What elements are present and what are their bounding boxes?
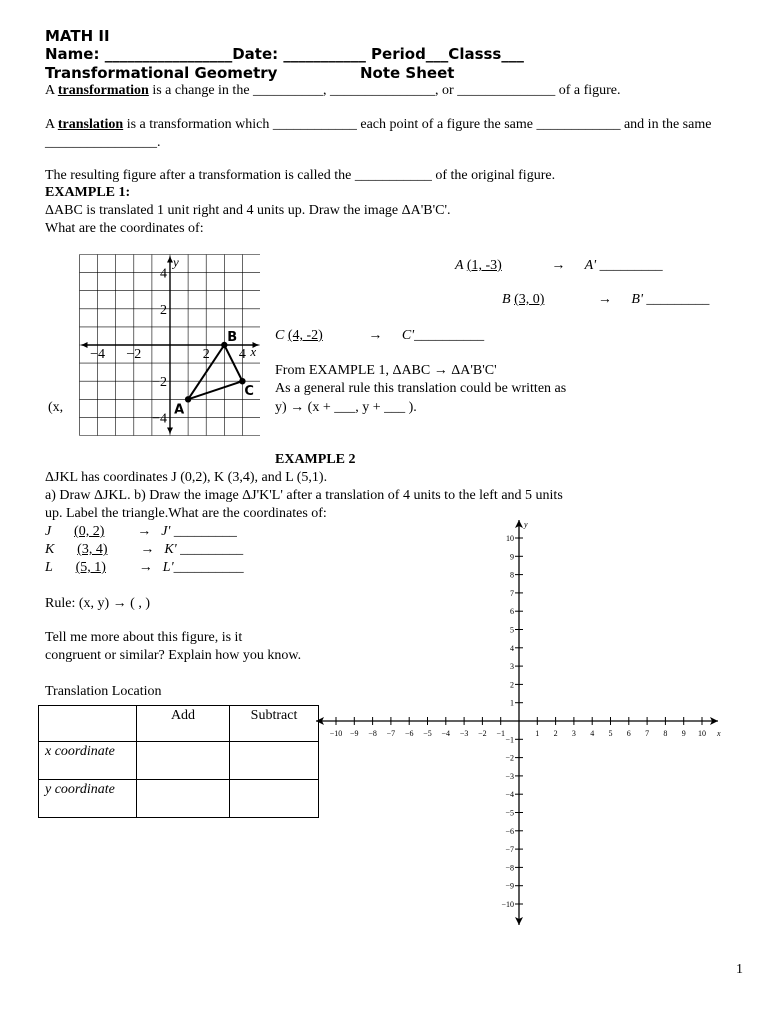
coordinate-plane — [312, 515, 724, 933]
page-title: Transformational Geometry — [45, 64, 278, 82]
point-value: (1, -3) — [466, 258, 502, 273]
example1-grid — [78, 252, 260, 438]
point-label: L — [45, 560, 53, 575]
term: translation — [57, 117, 124, 132]
example1-heading: EXAMPLE 1: — [45, 185, 131, 200]
point-a — [185, 396, 191, 402]
point-value: (3, 0) — [514, 292, 545, 307]
table-cell[interactable] — [230, 742, 319, 780]
coord-b — [502, 292, 709, 308]
x-tick-label: −8 — [368, 729, 377, 738]
point-label-a: A — [174, 402, 185, 418]
point-prime: J' _________ — [161, 524, 237, 539]
table-cell[interactable] — [137, 742, 230, 780]
x-tick-label: −7 — [386, 729, 396, 738]
table-title: Translation Location — [45, 684, 162, 699]
y-tick-label: 5 — [510, 625, 514, 635]
table-header-cell: Add — [137, 706, 230, 742]
y-tick-label: 3 — [510, 662, 514, 672]
text: A — [45, 117, 58, 132]
example1-question: What are the coordinates of: — [45, 221, 204, 236]
table-cell[interactable] — [230, 780, 319, 818]
x-axis-label: x — [250, 344, 257, 359]
x-tick-label: 1 — [535, 729, 540, 738]
y-tick-label: −8 — [505, 863, 514, 873]
coordinate-row — [45, 560, 244, 576]
x-tick-label: 3 — [571, 729, 576, 738]
table-row-label: y coordinate — [39, 780, 137, 818]
point-value: (3, 4) — [77, 542, 108, 557]
triangle-abc — [174, 330, 257, 418]
table-header-cell — [39, 706, 137, 742]
y-tick-label: −5 — [505, 808, 514, 818]
x-tick-label: 8 — [663, 729, 668, 738]
example2-coords: ΔJKL has coordinates J (0,2), K (3,4), and L (5,1). — [45, 470, 328, 485]
table-row-label: x coordinate — [39, 742, 137, 780]
point-label: A — [455, 258, 464, 273]
y-axis-label: y — [173, 254, 179, 270]
x-tick-label: −2 — [126, 347, 142, 362]
y-tick-label: 10 — [506, 534, 514, 543]
arrow: → — [551, 258, 566, 273]
point-value: (0, 2) — [74, 524, 105, 539]
y-tick-label: 2 — [160, 302, 167, 318]
y-tick-label: 2 — [510, 680, 514, 690]
arrow: → — [597, 292, 612, 307]
example2-task: a) Draw ΔJKL. b) Draw the image ΔJ'K'L' after a translation of 4 units to the left and 5 units — [45, 488, 563, 503]
coordinate-row — [45, 524, 237, 540]
coordinate-row — [45, 542, 243, 558]
example2-rule: Rule: (x, y) → ( , ) — [45, 596, 150, 611]
x-tick-label: 7 — [645, 729, 650, 738]
point-label: B — [502, 292, 511, 307]
tell-me-more: Tell me more about this figure, is it — [45, 630, 243, 645]
x-tick-label: 4 — [590, 729, 595, 738]
x-tick-label: −10 — [329, 729, 343, 738]
y-tick-label: −9 — [505, 881, 514, 891]
y-tick-label: −4 — [505, 790, 514, 800]
y-tick-label: 6 — [510, 607, 514, 617]
example1-prompt: ΔABC is translated 1 unit right and 4 units up. Draw the image ΔA'B'C'. — [45, 203, 451, 218]
table-row — [39, 780, 319, 818]
point-prime: L'__________ — [162, 560, 244, 575]
y-tick-label: −10 — [501, 900, 514, 909]
table-cell[interactable] — [137, 780, 230, 818]
point-label-c: C — [244, 384, 254, 400]
y-tick-label: −1 — [505, 735, 514, 745]
x-tick-label: −2 — [478, 729, 487, 738]
x-tick-label: 5 — [608, 729, 613, 738]
plane-ticks — [330, 520, 721, 909]
point-label: K — [45, 542, 55, 557]
text: A — [45, 83, 58, 98]
point-label: C — [275, 328, 285, 343]
x-tick-label: −5 — [423, 729, 432, 738]
y-tick-label: −2 — [152, 375, 167, 391]
axes — [82, 254, 259, 434]
translation-definition — [45, 117, 711, 133]
x-tick-label: 2 — [553, 729, 558, 738]
page-subtitle: Note Sheet — [360, 64, 455, 82]
x-tick-label: −4 — [441, 729, 451, 738]
example2-heading: EXAMPLE 2 — [275, 452, 356, 467]
example2-task-cont: up. Label the triangle.What are the coordinates of: — [45, 506, 327, 521]
coord-a — [455, 258, 663, 274]
course-title: MATH II — [45, 27, 110, 45]
x-tick-label: −4 — [90, 347, 106, 362]
x-tick-label: 9 — [681, 729, 686, 738]
term: transformation — [57, 83, 149, 98]
tell-me-more-cont: congruent or similar? Explain how you know. — [45, 648, 302, 663]
rule-right: y) → (x + ___, y + ___ ). — [275, 400, 417, 415]
x-tick-label: −1 — [496, 729, 505, 738]
y-tick-label: −2 — [505, 753, 514, 763]
y-tick-label: −6 — [505, 826, 514, 836]
general-rule-line: As a general rule this translation could be written as — [275, 381, 567, 396]
point-prime: B' _________ — [631, 292, 710, 307]
page-number: 1 — [736, 962, 743, 977]
y-axis-label: y — [524, 520, 528, 529]
table-row — [39, 742, 319, 780]
point-prime: K' _________ — [164, 542, 244, 557]
arrow: → — [137, 524, 152, 539]
plane-axes — [316, 520, 718, 925]
x-tick-label: 10 — [698, 729, 706, 738]
y-tick-label: 4 — [510, 643, 514, 653]
translation-definition-cont: ________________. — [45, 135, 161, 150]
transformation-definition — [45, 83, 621, 99]
y-tick-label: 1 — [510, 698, 514, 708]
name-date-line: Name: _________________Date: ___________ Period___Classs___ — [45, 45, 524, 63]
rule-left: (x, — [48, 400, 64, 415]
point-value: (4, -2) — [287, 328, 323, 343]
y-tick-label: 7 — [510, 588, 514, 598]
x-tick-label: −6 — [404, 729, 414, 738]
point-prime: C'__________ — [401, 328, 485, 343]
arrowhead — [82, 342, 88, 348]
point-prime: A' _________ — [584, 258, 663, 273]
y-tick-label: −3 — [505, 771, 514, 781]
image-sentence: The resulting figure after a transformation is called the ___________ of the original figure. — [45, 168, 556, 183]
table-header-cell: Subtract — [230, 706, 319, 742]
from-example-line: From EXAMPLE 1, ΔABC → ΔA'B'C' — [275, 363, 497, 378]
x-tick-label: 4 — [238, 347, 246, 362]
point-value: (5, 1) — [75, 560, 106, 575]
y-tick-label: −7 — [505, 845, 514, 855]
point-label: J — [45, 524, 52, 539]
y-tick-label: −4 — [152, 411, 167, 427]
table-header-row — [39, 706, 319, 742]
arrowhead — [167, 428, 173, 434]
x-axis-label: x — [717, 729, 721, 738]
coord-c — [275, 328, 484, 344]
x-tick-label: −3 — [459, 729, 469, 738]
y-tick-label: 8 — [510, 570, 514, 580]
arrow: → — [368, 328, 383, 343]
y-tick-label: 4 — [160, 266, 167, 282]
text: is a change in the __________, _______________, or ______________ of a figure. — [148, 83, 621, 98]
text: is a transformation which ____________ each point of a figure the same ____________ and in the same — [123, 117, 712, 132]
arrow: → — [140, 542, 155, 557]
arrow: → — [138, 560, 153, 575]
x-tick-label: −9 — [350, 729, 359, 738]
x-tick-label: 6 — [626, 729, 631, 738]
point-label-b: B — [227, 330, 238, 345]
triangle-edges — [188, 345, 242, 399]
y-tick-label: 9 — [510, 552, 514, 562]
x-tick-label: 2 — [202, 347, 210, 362]
translation-table — [38, 705, 319, 818]
